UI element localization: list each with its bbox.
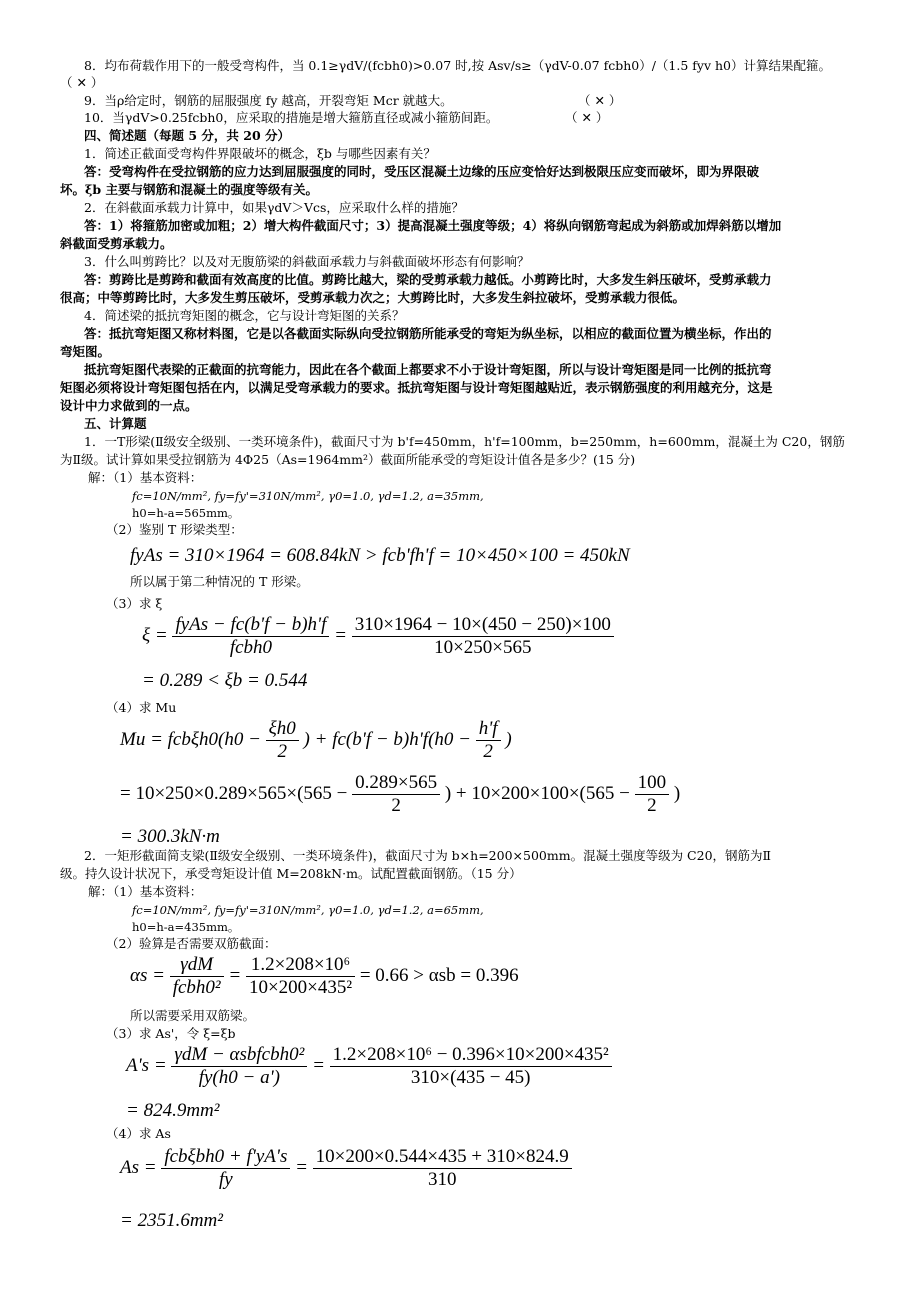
problem1-step2: （2）鉴别 T 形梁类型： — [106, 522, 243, 537]
problem1-step2-note: 所以属于第二种情况的 T 形梁。 — [130, 574, 309, 589]
problem2-step4: （4）求 As — [106, 1126, 171, 1141]
problem2-eq-as-prime: A's = $\frac{\text{γdM − αsbfcbh0²}}{fy(h0 - a')}$ = $\frac{\text{1.2×208×10⁶ − 0.396×10×200×435²}}{310\times(435 - 45)}$ — [126, 1044, 612, 1089]
problem1-eq-xi: ξ = $\frac{\text{fyAs − fc(b'f − b)h'f}}{\text{fcbh0}}$ = $\frac{310\times 1964 - 10\times(450 - 250)\times 100}{10\times 250\times 565}$ — [142, 614, 614, 659]
eq-xi-den-left: fcbh0 — [229, 637, 273, 658]
eq-mu-sub-frac1-num: 0.289×565 — [352, 772, 440, 795]
problem2-step2-note: 所以需要采用双筋梁。 — [130, 1008, 256, 1023]
problem1-eq-mu-substituted — [120, 772, 680, 817]
problem2-line1: 2．一矩形截面简支梁(Ⅱ级安全级别、一类环境条件)，截面尺寸为 b×h=200×500mm。混凝土强度等级为 C20，钢筋为Ⅱ — [84, 848, 772, 863]
eq-as-frac2-num: 10×200×0.544×435 + 310×824.9 — [313, 1146, 572, 1169]
section4-a1-line2: 坏。ξb 主要与钢筋和混凝土的强度等级有关。 — [60, 182, 318, 197]
section4-a4-line4: 矩图必须将设计弯矩图包括在内，以满足受弯承载力的要求。抵抗弯矩图与设计弯矩图越贴近，表示钢筋强度的利用越充分，这是 — [60, 380, 773, 395]
eq-mu-part-c: ) — [505, 728, 512, 750]
eq-xi-den-right: 10×250×565 — [434, 637, 532, 658]
eq-mu-sub-part-a: = 10×250×0.289×565×(565 − — [120, 782, 348, 804]
problem2-eq-alpha: αs = $\frac{\text{γdM}}{\text{fcbh0²}}$ = $\frac{\text{1.2×208×10⁶}}{\text{10×200×435²}}$ = 0.66 > αsb = 0.396 — [130, 954, 519, 998]
section4-a3-line1: 答：剪跨比是剪跨和截面有效高度的比值。剪跨比越大，梁的受剪承载力越低。小剪跨比时，大多发生斜压破坏，受剪承载力 — [84, 272, 772, 287]
problem1-line1: 1．一T形梁(Ⅱ级安全级别、一类环境条件)，截面尺寸为 b'f=450mm，h'f=100mm，b=250mm，h=600mm，混凝土为 C20，钢筋 — [84, 434, 845, 449]
problem1-eq-mu-result: = 300.3kN·m — [120, 826, 220, 847]
judgement-q9-answer: （ ✕ ） — [578, 93, 622, 108]
judgement-q8-answer: （ ✕ ） — [60, 75, 104, 90]
problem1-step4: （4）求 Mu — [106, 700, 177, 715]
eq-as-frac1-den: fy — [218, 1169, 233, 1190]
eq-as-prime-frac2-num: 1.2×208×10⁶ − 0.396×10×200×435² — [330, 1044, 612, 1067]
section4-a2-line2: 斜截面受剪承载力。 — [60, 236, 173, 251]
problem2-line2: 级。持久设计状况下，承受弯矩设计值 M=208kN·m。试配置截面钢筋。（15 分） — [60, 866, 522, 881]
judgement-q10: 10．当γdV>0.25fcbh0，应采取的措施是增大箍筋直径或减小箍筋间距。 — [84, 110, 499, 125]
problem2-eq-as: As = $\frac{\text{fcbξbh0 + f'yA's}}{fy}$ = $\frac{10\times 200\times 0.544\times 435 + 310\times 824.9}{310}$ — [120, 1146, 572, 1191]
problem1-data1: fc=10N/mm², fy=fy'=310N/mm², γ0=1.0, γd=1.2, a=35mm, — [132, 489, 484, 503]
eq-as-frac1-num: fcbξbh0 + f'yA's — [161, 1146, 290, 1169]
section4-a4-line5: 设计中力求做到的一点。 — [60, 398, 198, 413]
eq-alpha-frac2-num: 1.2×208×10⁶ — [246, 954, 355, 977]
problem1-data2: h0=h-a=565mm。 — [132, 506, 240, 520]
eq-mu-frac1-den: 2 — [277, 741, 287, 762]
section4-a1-line1: 答：受弯构件在受拉钢筋的应力达到屈服强度的同时，受压区混凝土边缘的压应变恰好达到极限压应变而破坏，即为界限破 — [84, 164, 760, 179]
problem1-eq-type-check: fyAs = 310×1964 = 608.84kN > fcb'fh'f = 10×450×100 = 450kN — [130, 545, 630, 566]
eq-mu-frac2-num: h'f — [476, 718, 501, 741]
judgement-q10-answer: （ ✕ ） — [565, 110, 609, 125]
problem1-line2: 为Ⅱ级。试计算如果受拉钢筋为 4Φ25（As=1964mm²）截面所能承受的弯矩设计值各是多少？(15 分) — [60, 452, 636, 467]
section4-q3: 3．什么叫剪跨比？以及对无腹筋梁的斜截面承载力与斜截面破坏形态有何影响？ — [84, 254, 530, 269]
problem1-step3: （3）求 ξ — [106, 596, 163, 611]
eq-mu-frac2-den: 2 — [483, 741, 493, 762]
eq-as-prime-lhs: A's = — [126, 1054, 167, 1076]
problem2-solution: 解：（1）基本资料： — [88, 884, 203, 899]
problem2-data2: h0=h-a=435mm。 — [132, 920, 240, 934]
eq-mu-sub-frac2-den: 2 — [647, 795, 657, 816]
eq-alpha-result: = 0.66 > αsb = 0.396 — [359, 964, 519, 986]
eq-as-lhs: As = — [120, 1156, 157, 1178]
eq-alpha-frac1-den: fcbh0² — [172, 977, 221, 998]
problem1-eq-mu — [120, 718, 512, 763]
judgement-q9: 9．当ρ给定时，钢筋的屈服强度 fy 越高，开裂弯矩 Mcr 就越大。 — [84, 93, 453, 108]
section4-a2-line1: 答：1）将箍筋加密或加粗；2）增大构件截面尺寸；3）提高混凝土强度等级；4）将纵向钢筋弯起成为斜筋或加焊斜筋以增加 — [84, 218, 782, 233]
eq-mu-sub-part-c: ) — [673, 782, 681, 804]
eq-alpha-lhs: αs = — [130, 964, 165, 986]
problem2-eq-as-prime-result: = 824.9mm² — [126, 1100, 220, 1121]
eq-alpha-frac2-den: 10×200×435² — [248, 977, 353, 998]
section4-q4: 4．简述梁的抵抗弯矩图的概念，它与设计弯矩图的关系？ — [84, 308, 405, 323]
section4-q1: 1．简述正截面受弯构件界限破坏的概念，ξb 与哪些因素有关？ — [84, 146, 436, 161]
section5-title: 五、计算题 — [84, 416, 147, 431]
eq-mu-part-a: Mu = fcbξh0(h0 − — [120, 728, 261, 750]
eq-as-frac2-den: 310 — [427, 1169, 457, 1190]
eq-mu-sub-frac1-den: 2 — [391, 795, 401, 816]
problem1-solution: 解：（1）基本资料： — [88, 470, 203, 485]
eq-as-prime-frac2-den: 310×(435 − 45) — [410, 1067, 531, 1088]
eq-xi-num-right: 310×1964 − 10×(450 − 250)×100 — [352, 614, 614, 637]
problem2-data1: fc=10N/mm², fy=fy'=310N/mm², γ0=1.0, γd=1.2, a=65mm, — [132, 903, 484, 917]
eq-mu-sub-frac2-num: 100 — [635, 772, 670, 795]
section4-a4-line2: 弯矩图。 — [60, 344, 111, 359]
eq-xi-num-left: fyAs − fc(b'f − b)h'f — [172, 614, 329, 637]
eq-alpha-frac1-num: γdM — [170, 954, 224, 977]
problem1-eq-xi-result: = 0.289 < ξb = 0.544 — [142, 670, 308, 691]
section4-q2: 2．在斜截面承载力计算中，如果γdV＞Vcs，应采取什么样的措施？ — [84, 200, 464, 215]
section4-title: 四、简述题（每题 5 分，共 20 分） — [84, 128, 291, 143]
problem2-eq-as-result: = 2351.6mm² — [120, 1210, 223, 1231]
eq-mu-sub-part-b: ) + 10×200×100×(565 − — [444, 782, 630, 804]
section4-a4-line3: 抵抗弯矩图代表梁的正截面的抗弯能力，因此在各个截面上都要求不小于设计弯矩图，所以与设计弯矩图是同一比例的抵抗弯 — [84, 362, 772, 377]
problem2-step2: （2）验算是否需要双筋截面： — [106, 936, 277, 951]
judgement-q8: 8．均布荷载作用下的一般受弯构件，当 0.1≥γdV/(fcbh0)>0.07 时,按 Asv/s≥（γdV-0.07 fcbh0）/（1.5 fyv h0）计算结果配箍。 — [84, 58, 832, 73]
eq-as-prime-frac1-num: γdM − αsbfcbh0² — [171, 1044, 307, 1067]
eq-mu-part-b: ) + fc(b'f − b)h'f(h0 − — [303, 728, 471, 750]
eq-as-prime-frac1-den: fy(h0 − a') — [198, 1067, 280, 1088]
section4-a4-line1: 答：抵抗弯矩图又称材料图，它是以各截面实际纵向受拉钢筋所能承受的弯矩为纵坐标，以相应的截面位置为横坐标，作出的 — [84, 326, 772, 341]
problem2-step3: （3）求 As'，令 ξ=ξb — [106, 1026, 236, 1041]
eq-mu-frac1-num: ξh0 — [266, 718, 299, 741]
section4-a3-line2: 很高；中等剪跨比时，大多发生剪压破坏，受剪承载力次之；大剪跨比时，大多发生斜拉破坏，受剪承载力很低。 — [60, 290, 686, 305]
